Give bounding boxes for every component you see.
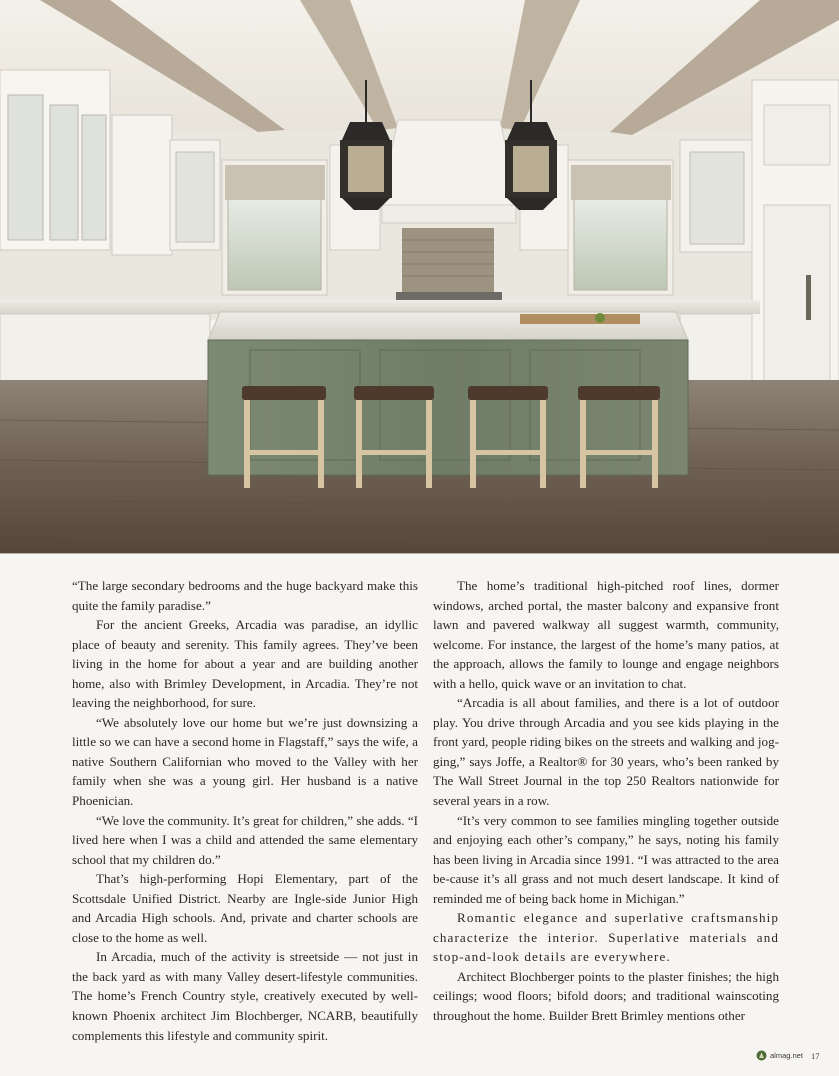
paragraph: “Arcadia is all about families, and there is a lot of outdoor play. You drive through Arcadia and you see kids playing in the front yard, people riding bikes on the streets and walking and jog-ging,” says Joffe, a Realtor® for 30 years, who’s been ranked by The Wall Street Journal in the top 250 Realtors nationwide for several years in a row.	[433, 695, 779, 809]
magazine-logo-icon	[756, 1050, 767, 1061]
paragraph: “The large secondary bedrooms and the huge backyard make this quite the family paradise.”	[72, 578, 418, 613]
paragraph: “It’s very common to see families mingling together outside and enjoying each other’s company,” he says, noting his family has been living in Arcadia since 1991. “I was attracted to the area be-cause it’s all grass and not much desert landscape. It kind of reminded me of being back home in Michigan.”	[433, 812, 779, 906]
page-footer	[756, 1050, 819, 1061]
paragraph: “We absolutely love our home but we’re just downsizing a little so we can have a second home in Flagstaff,” says the wife, a native Southern Californian who moved to the Valley with her family when she was a young girl. Her husband is a native Phoenician.	[72, 714, 418, 809]
paragraph: In Arcadia, much of the activity is streetside — not just in the back yard as with many Valley desert-lifestyle communities. The home’s French Country style, creatively executed by well-known Phoenix architect Jim Blochberger, NCARB, beautifully complements this lifestyle and community spirit.	[72, 949, 418, 1043]
paragraph: “We love the community. It’s great for children,” she adds. “I lived here when I was a child and attended the same elementary school that my children do.”	[72, 812, 418, 867]
paragraph: For the ancient Greeks, Arcadia was paradise, an idyllic place of beauty and serenity. This family agrees. They’ve been living in the home for about a year and are building another home, also with Brimley Development, in Arcadia. They’re not leaving the neighborhood, for sure.	[72, 617, 418, 711]
site-url: almag.net	[770, 1051, 803, 1060]
paragraph: That’s high-performing Hopi Elementary, part of the Scottsdale Unified District. Nearby are Ingle-side Junior High and Arcadia High schools. And, private and charter schools are close to the home as well.	[72, 871, 418, 945]
paragraph: The home’s traditional high-pitched roof lines, dormer windows, arched portal, the master balcony and expansive front lawn and pavered walkway all suggest warmth, community, welcome. For instance, the largest of the home’s many patios, at the approach, allows the family to lounge and engage neighbors with a hello, quick wave or an invitation to chat.	[433, 578, 779, 691]
article-left-column	[72, 576, 418, 1045]
paragraph: Romantic elegance and superlative craftsmanship characterize the interior. Superlative materials and stop-and-look details are everywhere.	[433, 910, 779, 965]
article-right-column	[433, 576, 779, 1026]
page-number: 17	[810, 1050, 820, 1061]
paragraph: Architect Blochberger points to the plaster finishes; the high ceilings; wood floors; bifold doors; and traditional wainscoting throughout the home. Builder Brett Brimley mentions other	[433, 968, 779, 1024]
